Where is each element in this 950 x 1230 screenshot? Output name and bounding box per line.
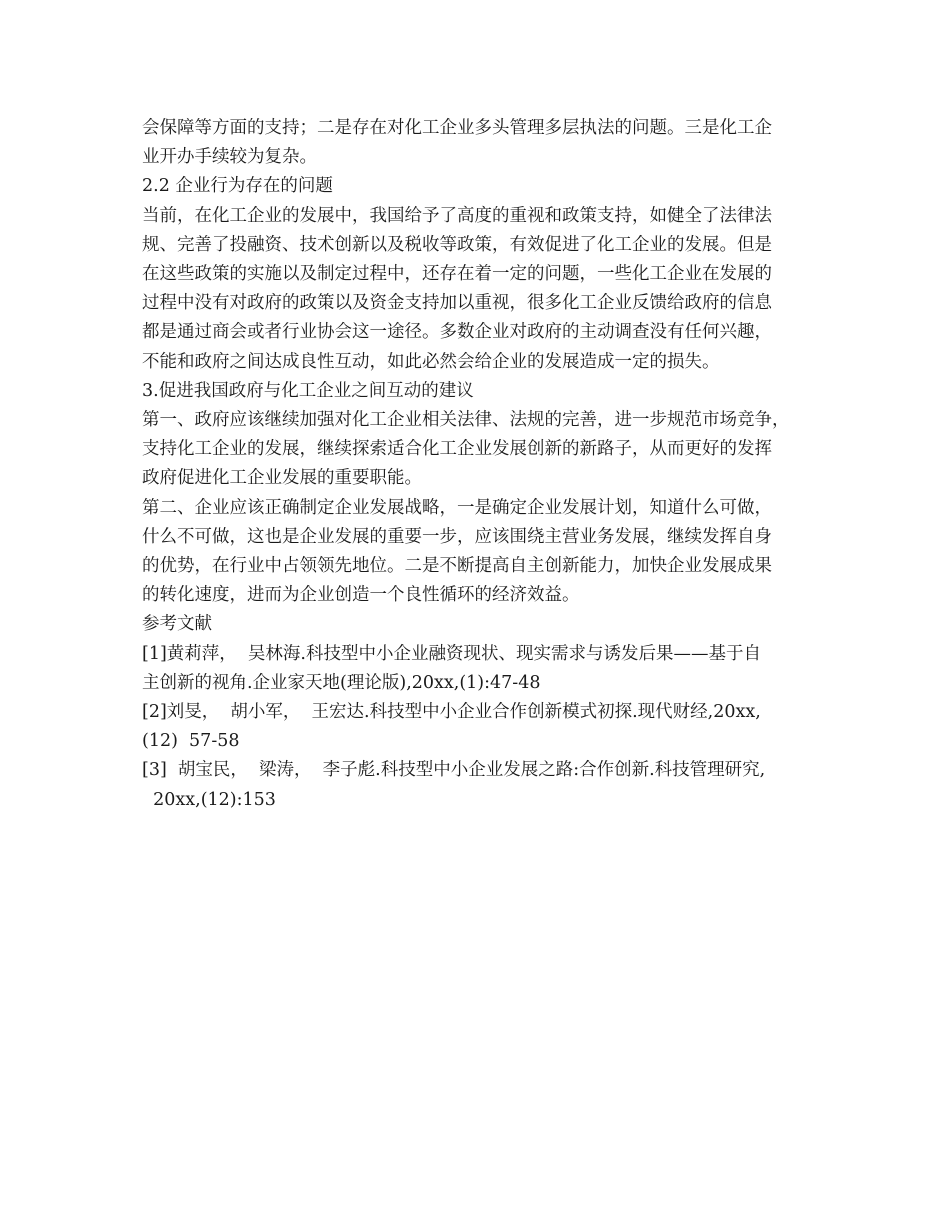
paragraph-line: 第二、企业应该正确制定企业发展战略，一是确定企业发展计划，知道什么可做， (142, 497, 772, 518)
paragraph-line: 不能和政府之间达成良性互动，如此必然会给企业的发展造成一定的损失。 (142, 351, 720, 372)
paragraph-line: 支持化工企业的发展，继续探索适合化工企业发展创新的新路子，从而更好的发挥 (142, 439, 772, 460)
reference-line: (12) 57-58 (142, 731, 240, 752)
reference-line: [3] 胡宝民， 梁涛， 李子彪.科技型中小企业发展之路:合作创新.科技管理研究, (142, 760, 766, 781)
paragraph-line: 当前，在化工企业的发展中，我国给予了高度的重视和政策支持，如健全了法律法 (142, 205, 772, 226)
paragraph-line: 的优势，在行业中占领领先地位。二是不断提高自主创新能力，加快企业发展成果 (142, 556, 772, 577)
paragraph-line: 的转化速度，进而为企业创造一个良性循环的经济效益。 (142, 585, 580, 606)
paragraph-line: 第一、政府应该继续加强对化工企业相关法律、法规的完善，进一步规范市场竞争， (142, 410, 790, 431)
paragraph-line: 会保障等方面的支持；二是存在对化工企业多头管理多层执法的问题。三是化工企 (142, 118, 772, 138)
section-heading: 2.2 企业行为存在的问题 (142, 176, 333, 197)
document-body (142, 114, 832, 815)
paragraph-line: 在这些政策的实施以及制定过程中，还存在着一定的问题，一些化工企业在发展的 (142, 264, 772, 285)
reference-line: 20xx,(12):153 (142, 789, 276, 810)
section-heading: 3.促进我国政府与化工企业之间互动的建议 (142, 380, 474, 401)
paragraph-line: 什么不可做，这也是企业发展的重要一步，应该围绕主营业务发展，继续发挥自身 (142, 526, 772, 547)
paragraph-line: 规、完善了投融资、技术创新以及税收等政策，有效促进了化工企业的发展。但是 (142, 234, 772, 255)
paragraph-line: 过程中没有对政府的政策以及资金支持加以重视，很多化工企业反馈给政府的信息 (142, 293, 772, 314)
paragraph-line: 政府促进化工企业发展的重要职能。 (142, 468, 422, 489)
reference-line: 主创新的视角.企业家天地(理论版),20xx,(1):47-48 (142, 672, 541, 693)
paragraph-line: 业开办手续较为复杂。 (142, 147, 317, 168)
references-heading: 参考文献 (142, 614, 212, 635)
reference-line: [2]刘旻， 胡小军， 王宏达.科技型中小企业合作创新模式初探.现代财经,20xx, (142, 702, 761, 723)
reference-line: [1]黄莉萍， 吴林海.科技型中小企业融资现状、现实需求与诱发后果——基于自 (142, 643, 761, 664)
paragraph-line: 都是通过商会或者行业协会这一途径。多数企业对政府的主动调查没有任何兴趣， (142, 322, 772, 343)
